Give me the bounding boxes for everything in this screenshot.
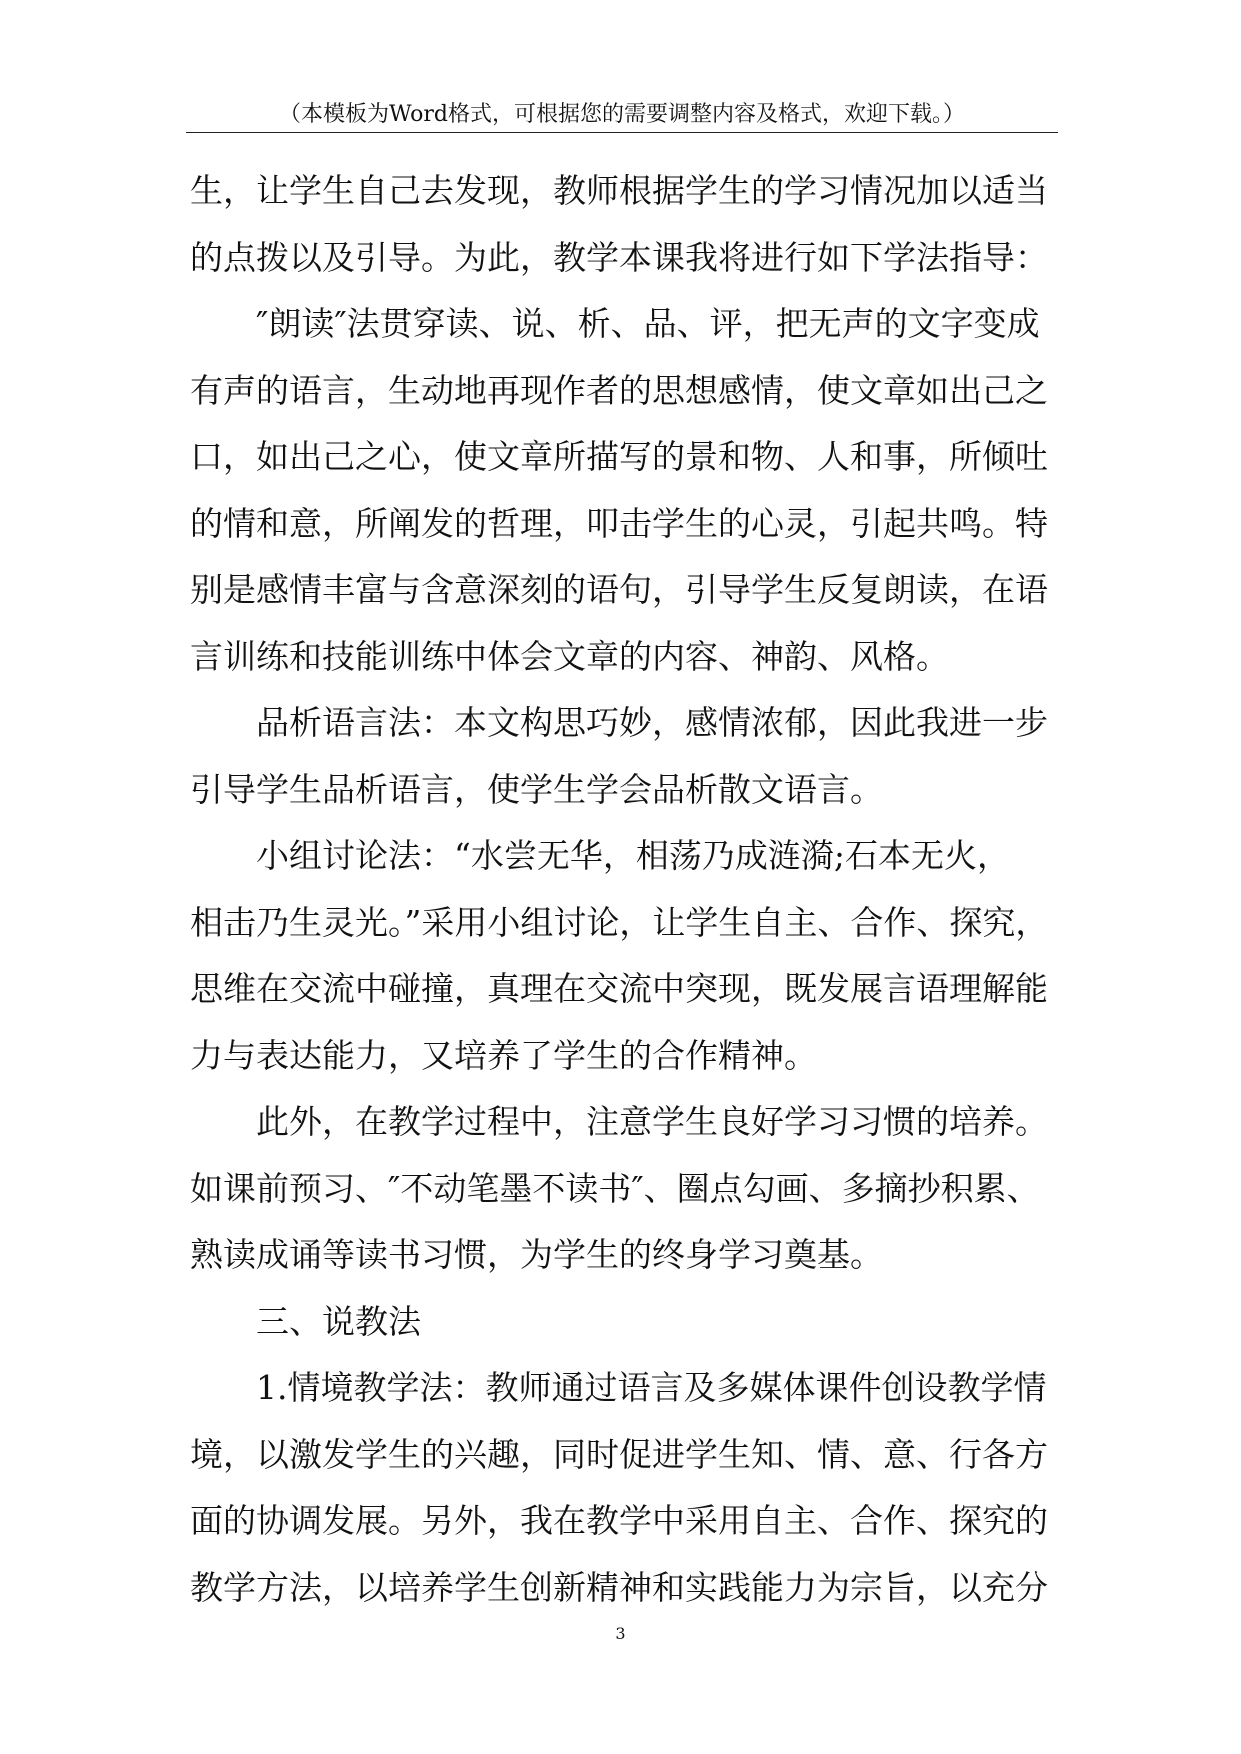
text-line: 教学方法，以培养学生创新精神和实践能力为宗旨，以充分 xyxy=(190,1567,1048,1607)
paragraph-start-line: 小组讨论法：“水尝无华，相荡乃成涟漪;石本无火， xyxy=(256,836,1010,875)
text-line: 生，让学生自己去发现，教师根据学生的学习情况加以适当 xyxy=(190,171,1048,210)
page-number: 3 xyxy=(615,1624,626,1643)
text-line: 思维在交流中碰撞，真理在交流中突现，既发展言语理解能 xyxy=(190,969,1048,1008)
text-line: 引导学生品析语言，使学生学会品析散文语言。 xyxy=(190,769,883,809)
text-line: 言训练和技能训练中体会文章的内容、神韵、风格。 xyxy=(190,636,949,676)
paragraph-start-line: ″朗读″法贯穿读、说、析、品、评，把无声的文字变成 xyxy=(256,304,1040,343)
text-line: 的点拨以及引导。为此，教学本课我将进行如下学法指导： xyxy=(190,237,1048,277)
text-line: 相击乃生灵光。”采用小组讨论，让学生自主、合作、探究， xyxy=(190,902,1049,942)
text-line: 境，以激发学生的兴趣，同时促进学生知、情、意、行各方 xyxy=(190,1434,1048,1474)
paragraph-start-line: 品析语言法：本文构思巧妙，感情浓郁，因此我进一步 xyxy=(256,703,1048,742)
section-heading: 三、说教法 xyxy=(256,1301,421,1341)
template-note-header: （本模板为Word格式，可根据您的需要调整内容及格式，欢迎下载。） xyxy=(279,102,965,127)
paragraph-start-line: 此外，在教学过程中，注意学生良好学习习惯的培养。 xyxy=(256,1102,1048,1141)
text-line: 有声的语言，生动地再现作者的思想感情，使文章如出己之 xyxy=(190,370,1048,410)
text-line: 力与表达能力，又培养了学生的合作精神。 xyxy=(190,1035,817,1075)
paragraph-start-line: 1.情境教学法：教师通过语言及多媒体课件创设教学情 xyxy=(256,1368,1047,1407)
text-line: 面的协调发展。另外，我在教学中采用自主、合作、探究的 xyxy=(190,1501,1048,1540)
text-line: 口，如出己之心，使文章所描写的景和物、人和事，所倾吐 xyxy=(190,437,1048,476)
text-line: 熟读成诵等读书习惯，为学生的终身学习奠基。 xyxy=(190,1235,883,1274)
text-line: 如课前预习、″不动笔墨不读书″、圈点勾画、多摘抄积累、 xyxy=(190,1168,1040,1208)
text-line: 的情和意，所阐发的哲理，叩击学生的心灵，引起共鸣。特 xyxy=(190,503,1048,543)
header-divider xyxy=(186,132,1058,133)
text-line: 别是感情丰富与含意深刻的语句，引导学生反复朗读，在语 xyxy=(190,570,1048,609)
document-body xyxy=(190,158,1070,1621)
